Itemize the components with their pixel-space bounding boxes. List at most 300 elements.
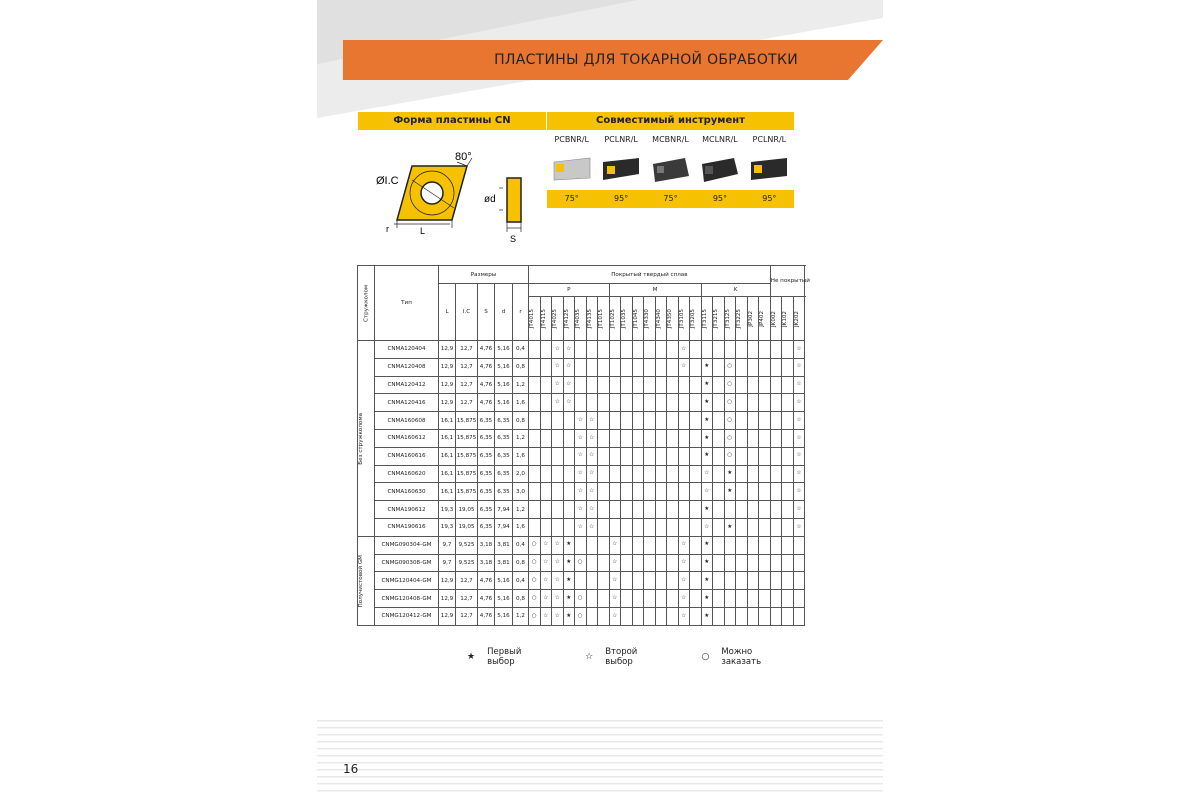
grade-cell: ☆	[678, 607, 690, 625]
dimension-value: 3,0	[513, 483, 529, 501]
grade-cell: ○	[575, 554, 587, 572]
grade-cell	[736, 429, 748, 447]
grade-cell: ☆	[540, 607, 552, 625]
grade-cell	[736, 518, 748, 536]
grade-cell	[586, 572, 598, 590]
tool-name: MCLNR/L	[702, 135, 738, 144]
grade-cell	[667, 501, 679, 519]
grade-label: JT1015	[598, 308, 604, 329]
dimension-value: 1,2	[513, 501, 529, 519]
grade-cell: ☆	[701, 465, 713, 483]
grade-cell	[713, 590, 725, 608]
grade-cell	[782, 358, 794, 376]
section-label	[358, 536, 375, 625]
dimension-value: 9,7	[439, 554, 456, 572]
grade-cell	[782, 465, 794, 483]
tool-name: PCBNR/L	[554, 135, 589, 144]
grade-cell	[690, 394, 702, 412]
grade-cell	[770, 590, 782, 608]
grade-cell	[609, 341, 621, 359]
grade-cell	[793, 607, 805, 625]
grade-cell	[540, 447, 552, 465]
grade-cell: ★	[724, 518, 736, 536]
grade-cell	[770, 483, 782, 501]
grade-cell	[632, 341, 644, 359]
grade-cell: ○	[529, 607, 541, 625]
material-group-header: K	[701, 284, 770, 297]
grade-cell	[621, 501, 633, 519]
grade-cell	[690, 358, 702, 376]
dimension-value: 5,16	[495, 607, 513, 625]
dimension-value: 16,1	[439, 465, 456, 483]
grade-cell: ☆	[678, 536, 690, 554]
insert-code: CNMA120412	[375, 376, 439, 394]
table-row	[358, 376, 805, 394]
dimension-value: 16,1	[439, 429, 456, 447]
insert-code: CNMA120404	[375, 341, 439, 359]
grade-cell	[632, 483, 644, 501]
dimension-value: 4,76	[478, 341, 495, 359]
table-row	[358, 572, 805, 590]
grade-cell	[540, 412, 552, 430]
dimension-value: 12,7	[456, 607, 478, 625]
dimension-header: d	[495, 284, 513, 341]
grade-cell	[667, 376, 679, 394]
grade-cell: ☆	[540, 572, 552, 590]
grade-cell	[586, 590, 598, 608]
grade-cell	[747, 341, 759, 359]
grade-cell	[655, 412, 667, 430]
dimension-value: 15,875	[456, 483, 478, 501]
grade-cell: ○	[529, 572, 541, 590]
grade-label: JK102	[782, 310, 789, 327]
grade-cell: ★	[701, 394, 713, 412]
grade-cell: ☆	[575, 501, 587, 519]
grade-cell	[678, 429, 690, 447]
grade-cell: ☆	[552, 554, 564, 572]
dimension-value: 15,875	[456, 429, 478, 447]
grade-cell	[736, 536, 748, 554]
grade-cell	[598, 590, 610, 608]
grade-cell: ★	[724, 483, 736, 501]
grade-cell	[736, 376, 748, 394]
grade-cell	[690, 554, 702, 572]
grade-cell	[736, 501, 748, 519]
grade-cell	[667, 518, 679, 536]
dimension-value: 12,9	[439, 376, 456, 394]
insert-code: CNMA190612	[375, 501, 439, 519]
grade-cell: ○	[724, 376, 736, 394]
grade-cell	[655, 607, 667, 625]
grade-cell	[575, 572, 587, 590]
grade-cell	[793, 554, 805, 572]
dimension-value: 3,81	[495, 554, 513, 572]
dimension-value: 0,8	[513, 554, 529, 572]
uncoated-header: Не покрытый	[770, 266, 805, 297]
grade-cell	[782, 554, 794, 572]
grade-cell: ☆	[793, 465, 805, 483]
grade-table	[357, 265, 810, 626]
grade-header	[529, 297, 541, 341]
dimension-value: 15,875	[456, 447, 478, 465]
grade-cell	[632, 518, 644, 536]
grade-cell	[770, 465, 782, 483]
grade-cell	[644, 607, 656, 625]
grade-cell	[724, 607, 736, 625]
grade-cell	[609, 483, 621, 501]
grade-header	[793, 297, 805, 341]
grade-cell	[736, 572, 748, 590]
radius-label: r	[386, 224, 389, 234]
grade-cell	[621, 412, 633, 430]
grade-cell	[724, 501, 736, 519]
legend-item	[701, 647, 781, 667]
grade-cell	[621, 376, 633, 394]
dimension-value: 12,9	[439, 590, 456, 608]
grade-cell: ☆	[575, 518, 587, 536]
grade-cell: ☆	[701, 483, 713, 501]
dimension-value: 6,35	[478, 465, 495, 483]
grade-cell	[644, 483, 656, 501]
grade-cell	[793, 572, 805, 590]
grade-cell	[759, 394, 771, 412]
grade-cell	[655, 518, 667, 536]
grade-cell: ☆	[678, 358, 690, 376]
grade-cell: ○	[575, 590, 587, 608]
grade-header	[736, 297, 748, 341]
dimension-value: 12,7	[456, 358, 478, 376]
material-group-header: P	[529, 284, 610, 297]
section-label	[358, 341, 375, 537]
grade-cell	[782, 572, 794, 590]
insert-code: CNMA160620	[375, 465, 439, 483]
grade-label: JT4035	[575, 308, 581, 329]
grade-cell	[529, 376, 541, 394]
grade-cell: ☆	[586, 429, 598, 447]
grade-cell	[782, 412, 794, 430]
grade-cell	[747, 429, 759, 447]
tool-angle: 95°	[762, 194, 777, 203]
grade-cell	[655, 536, 667, 554]
grade-cell	[667, 358, 679, 376]
grade-cell	[713, 394, 725, 412]
grade-cell	[552, 518, 564, 536]
dimension-value: 19,05	[456, 501, 478, 519]
grade-cell	[540, 483, 552, 501]
grade-cell: ○	[575, 607, 587, 625]
grade-cell	[586, 536, 598, 554]
tool-names	[547, 135, 794, 149]
grade-cell	[667, 465, 679, 483]
grade-header	[632, 297, 644, 341]
tool-holder-icon	[547, 150, 596, 188]
dimension-value: 6,35	[478, 429, 495, 447]
grade-cell	[609, 518, 621, 536]
grade-cell	[782, 394, 794, 412]
grade-cell: ○	[529, 554, 541, 572]
grade-cell	[690, 607, 702, 625]
grade-cell	[736, 607, 748, 625]
tool-holder-icon	[745, 150, 794, 188]
grade-cell	[621, 590, 633, 608]
grade-cell: ☆	[575, 465, 587, 483]
grade-cell	[644, 572, 656, 590]
grade-cell	[529, 412, 541, 430]
grade-cell: ○	[724, 447, 736, 465]
tool-images	[547, 150, 794, 188]
grade-cell	[713, 465, 725, 483]
grade-cell: ☆	[586, 412, 598, 430]
grade-cell	[655, 447, 667, 465]
grade-cell	[552, 412, 564, 430]
grade-cell	[644, 554, 656, 572]
grade-cell	[621, 536, 633, 554]
grade-cell	[563, 447, 575, 465]
dimension-value: 1,6	[513, 447, 529, 465]
grade-cell	[644, 429, 656, 447]
grade-cell	[655, 554, 667, 572]
material-group-header: M	[609, 284, 701, 297]
grade-cell: ★	[701, 412, 713, 430]
grade-cell	[598, 483, 610, 501]
grade-cell	[621, 429, 633, 447]
dimension-value: 12,7	[456, 572, 478, 590]
dimension-value: 1,2	[513, 429, 529, 447]
dimension-value: 6,35	[478, 518, 495, 536]
grade-cell	[632, 501, 644, 519]
page-title: ПЛАСТИНЫ ДЛЯ ТОКАРНОЙ ОБРАБОТКИ	[494, 52, 798, 68]
insert-shape-label: Форма пластины CN	[358, 112, 546, 130]
grade-cell	[552, 429, 564, 447]
grade-cell: ☆	[586, 483, 598, 501]
grade-header	[770, 297, 782, 341]
table-row	[358, 412, 805, 430]
grade-cell: ☆	[552, 536, 564, 554]
grade-cell	[759, 429, 771, 447]
grade-cell: ★	[701, 501, 713, 519]
grade-cell: ★	[701, 607, 713, 625]
grade-cell	[690, 483, 702, 501]
grade-cell	[736, 341, 748, 359]
dimension-value: 12,9	[439, 358, 456, 376]
grade-cell	[598, 447, 610, 465]
ic-label: ØI.C	[376, 175, 399, 187]
thickness-label: S	[510, 234, 517, 244]
grade-cell: ★	[701, 554, 713, 572]
insert-code: CNMA160630	[375, 483, 439, 501]
grade-label: JP302	[747, 310, 754, 327]
grade-cell	[782, 536, 794, 554]
grade-cell	[736, 358, 748, 376]
grade-cell	[747, 554, 759, 572]
grade-cell: ★	[563, 572, 575, 590]
grade-header	[586, 297, 598, 341]
grade-cell	[770, 536, 782, 554]
grade-cell	[690, 429, 702, 447]
type-header: Тип	[375, 266, 439, 341]
grade-cell	[632, 536, 644, 554]
grade-cell: ☆	[586, 465, 598, 483]
grade-cell	[644, 518, 656, 536]
grade-cell	[621, 447, 633, 465]
grade-cell: ☆	[540, 554, 552, 572]
grade-cell: ○	[724, 429, 736, 447]
grade-cell	[575, 376, 587, 394]
grade-cell	[598, 412, 610, 430]
grade-cell: ○	[529, 590, 541, 608]
grade-cell	[690, 447, 702, 465]
dimension-value: 4,76	[478, 394, 495, 412]
grade-cell	[655, 590, 667, 608]
grade-cell	[621, 483, 633, 501]
grade-cell	[644, 465, 656, 483]
grade-label: JT4115	[540, 308, 547, 329]
grade-label: JT4135	[586, 308, 593, 329]
grade-label: JT1025	[609, 308, 616, 329]
grade-cell	[563, 501, 575, 519]
grade-cell	[621, 341, 633, 359]
grade-cell: ☆	[563, 341, 575, 359]
grade-cell	[667, 412, 679, 430]
grade-cell	[713, 607, 725, 625]
grade-cell	[736, 412, 748, 430]
grade-cell	[747, 358, 759, 376]
grade-cell	[609, 501, 621, 519]
grade-cell	[621, 358, 633, 376]
grade-cell	[759, 572, 771, 590]
grade-cell	[529, 501, 541, 519]
dimension-value: 6,35	[495, 483, 513, 501]
grade-cell	[747, 590, 759, 608]
legend-label: Первый выбор	[487, 647, 522, 667]
grade-cell: ★	[563, 554, 575, 572]
insert-code: CNMG120408-GM	[375, 590, 439, 608]
grade-cell	[770, 607, 782, 625]
grade-cell: ☆	[552, 607, 564, 625]
grade-cell	[655, 341, 667, 359]
dimension-value: 6,35	[495, 429, 513, 447]
grade-cell	[632, 572, 644, 590]
grade-cell	[747, 412, 759, 430]
grade-cell	[655, 358, 667, 376]
grade-label: JK002	[770, 310, 777, 327]
grade-cell	[770, 358, 782, 376]
grade-cell	[747, 607, 759, 625]
grade-cell	[586, 358, 598, 376]
grade-cell: ☆	[552, 572, 564, 590]
tool-angle: 95°	[614, 194, 629, 203]
grade-cell	[759, 358, 771, 376]
dimension-value: 16,1	[439, 412, 456, 430]
grade-cell: ☆	[552, 394, 564, 412]
grade-cell	[655, 465, 667, 483]
dimension-value: 12,9	[439, 394, 456, 412]
table-row	[358, 501, 805, 519]
grade-cell	[724, 341, 736, 359]
grade-cell: ☆	[678, 572, 690, 590]
grade-cell: ☆	[563, 358, 575, 376]
dimension-value: 1,2	[513, 376, 529, 394]
grade-cell: ☆	[793, 518, 805, 536]
grade-cell: ☆	[575, 447, 587, 465]
table-row	[358, 341, 805, 359]
catalog-page	[317, 0, 883, 800]
grade-cell	[759, 412, 771, 430]
insert-code: CNMG090308-GM	[375, 554, 439, 572]
insert-code: CNMA190616	[375, 518, 439, 536]
grade-cell	[598, 572, 610, 590]
dimension-value: 4,76	[478, 358, 495, 376]
grade-cell	[621, 518, 633, 536]
dimension-value: 12,9	[439, 341, 456, 359]
grade-header	[701, 297, 713, 341]
dimension-value: 0,4	[513, 536, 529, 554]
grade-cell: ☆	[793, 501, 805, 519]
grade-cell	[713, 572, 725, 590]
table-row	[358, 518, 805, 536]
grade-cell	[667, 429, 679, 447]
grade-cell	[609, 358, 621, 376]
grade-cell: ☆	[575, 483, 587, 501]
grade-header	[713, 297, 725, 341]
grade-cell	[759, 607, 771, 625]
dimension-value: 12,7	[456, 590, 478, 608]
grade-cell	[644, 590, 656, 608]
grade-cell	[621, 394, 633, 412]
grade-cell	[667, 590, 679, 608]
grade-cell: ☆	[586, 447, 598, 465]
title-banner	[343, 40, 883, 80]
grade-cell	[713, 518, 725, 536]
grade-cell	[724, 572, 736, 590]
grade-label: JT4025	[552, 308, 558, 329]
dimension-value: 5,16	[495, 590, 513, 608]
grade-cell	[690, 536, 702, 554]
grade-cell	[736, 465, 748, 483]
grade-cell	[632, 394, 644, 412]
legend	[467, 647, 827, 667]
grade-cell	[644, 501, 656, 519]
dimension-header: I.C	[456, 284, 478, 341]
grade-cell	[690, 376, 702, 394]
grade-cell	[563, 429, 575, 447]
dimension-value: 16,1	[439, 483, 456, 501]
grade-header	[644, 297, 656, 341]
grade-cell	[632, 358, 644, 376]
grade-cell	[655, 483, 667, 501]
dimension-value: 12,9	[439, 572, 456, 590]
legend-label: Второй выбор	[605, 647, 638, 667]
grade-header	[724, 297, 736, 341]
legend-item	[585, 647, 655, 667]
grade-cell	[655, 394, 667, 412]
grade-cell	[770, 394, 782, 412]
grade-cell: ○	[724, 358, 736, 376]
grade-cell	[575, 536, 587, 554]
grade-cell	[724, 590, 736, 608]
grade-cell	[655, 501, 667, 519]
table-row	[358, 590, 805, 608]
dimensions-header: Размеры	[439, 266, 529, 284]
tool-angle: 75°	[663, 194, 678, 203]
grade-header	[747, 297, 759, 341]
grade-cell: ☆	[609, 536, 621, 554]
grade-cell: ☆	[586, 518, 598, 536]
grade-header	[690, 297, 702, 341]
grade-cell: ☆	[678, 590, 690, 608]
grade-cell	[586, 554, 598, 572]
grade-cell	[736, 554, 748, 572]
